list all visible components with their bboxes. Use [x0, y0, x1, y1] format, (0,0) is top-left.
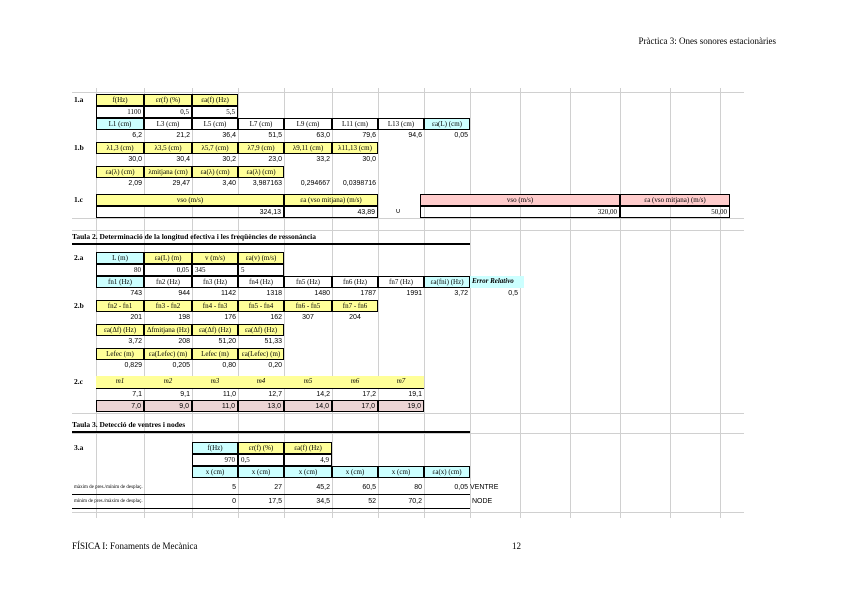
header-cell: εa(λ) (cm)	[192, 166, 238, 178]
row-ventre	[72, 482, 744, 494]
header-cell: m6	[332, 376, 378, 388]
header-cell: fn7 - fn6	[332, 300, 378, 312]
header-cell: fn5 - fn4	[238, 300, 284, 312]
header-cell: εa(λ) (cm)	[96, 166, 144, 178]
section-label: 1.b	[74, 143, 84, 152]
value-cell: 204	[349, 314, 361, 321]
header-cell: L3 (cm)	[144, 118, 192, 130]
union-symbol: ∪	[395, 207, 401, 215]
value-cell: 0,05	[454, 484, 468, 491]
row-m-values	[72, 388, 744, 400]
value-cell: 3,40	[222, 180, 236, 187]
header-cell: v (m/s)	[192, 252, 238, 264]
value-cell: 198	[178, 314, 190, 321]
header-cell: m2	[144, 376, 192, 388]
header-cell: fn6 - fn5	[284, 300, 332, 312]
header-cell: εa(Lefec) (m)	[238, 348, 284, 360]
header-cell: x (cm)	[284, 466, 332, 478]
value-cell: 51,5	[268, 132, 282, 139]
row-m-rounded	[72, 400, 744, 412]
value-cell: 1100	[96, 106, 144, 118]
value-cell: 33,2	[316, 156, 330, 163]
value-cell: 30,2	[222, 156, 236, 163]
value-cell: 9,1	[144, 388, 192, 400]
value-cell: 970	[192, 454, 238, 466]
header-cell: λ5,7 (cm)	[192, 142, 238, 154]
header-cell: fn4 - fn3	[192, 300, 238, 312]
header-cell: fn6 (Hz)	[332, 276, 378, 288]
value-cell: 60,5	[362, 484, 376, 491]
header-cell: fn5 (Hz)	[284, 276, 332, 288]
header-cell: εa(Lefec) (m)	[144, 348, 192, 360]
value-cell: 43,89	[284, 206, 378, 218]
value-cell: 345	[192, 264, 238, 276]
value-cell: 0,05	[144, 264, 192, 276]
row-lambda-error-header	[72, 166, 744, 178]
header-cell: Lefec (m)	[96, 348, 144, 360]
header-cell: εa(L) (cm)	[424, 118, 470, 130]
value-cell: 30,0	[128, 156, 142, 163]
value-cell: 11,0	[192, 400, 238, 412]
row-df-error-header	[72, 324, 744, 336]
value-cell: 30,4	[176, 156, 190, 163]
value-cell: 1787	[360, 290, 376, 297]
header-cell: fn4 (Hz)	[238, 276, 284, 288]
header-cell: εa (vso mitjana) (m/s)	[620, 194, 730, 206]
value-cell: 51,20	[218, 338, 236, 345]
table-2-title: Taula 2. Determinació de la longitud efectiva i les freqüències de ressonància	[72, 232, 317, 241]
value-cell: 176	[224, 314, 236, 321]
value-cell: 80	[96, 264, 144, 276]
header-cell: εa(Δf) (Hz)	[238, 324, 284, 336]
header-cell: x (cm)	[238, 466, 284, 478]
error-relative-label: Error Relativo	[470, 276, 524, 288]
value-cell: 17,2	[332, 388, 378, 400]
value-cell: 19,1	[378, 388, 424, 400]
header-cell: εr(f) (%)	[238, 442, 284, 454]
row-fn-header	[72, 276, 744, 288]
header-cell: x (cm)	[378, 466, 424, 478]
header-cell: L11 (cm)	[332, 118, 378, 130]
row-df-error-values	[72, 336, 744, 348]
header-cell: m5	[284, 376, 332, 388]
header-cell: L13 (cm)	[378, 118, 424, 130]
value-cell: 6,2	[132, 132, 142, 139]
value-cell: 30,0	[362, 156, 376, 163]
value-cell: 5	[238, 264, 284, 276]
header-cell: λ9,11 (cm)	[284, 142, 332, 154]
header-cell: λmitjana (cm)	[144, 166, 192, 178]
value-cell: 29,47	[172, 180, 190, 187]
value-cell: 7,0	[96, 400, 144, 412]
row-2a-values	[72, 264, 744, 276]
row-L-values	[72, 130, 744, 142]
value-cell: 5,5	[192, 106, 238, 118]
section-label: 3.a	[74, 443, 84, 452]
value-cell: 2,09	[128, 180, 142, 187]
header-cell: vso (m/s)	[96, 194, 284, 206]
row-lefec-header	[72, 348, 744, 360]
footer-title: FÍSICA I: Fonaments de Mecànica	[72, 541, 198, 551]
ventre-tag: VENTRE	[470, 484, 499, 491]
title-underline	[72, 243, 470, 245]
header-cell: x (cm)	[332, 466, 378, 478]
row-vso-header	[72, 194, 744, 206]
header-cell: fn3 (Hz)	[192, 276, 238, 288]
row-node	[72, 496, 744, 508]
section-label: 2.b	[74, 301, 84, 310]
value-cell: 0,20	[268, 362, 282, 369]
row-L-header	[72, 118, 744, 130]
header-cell: x (cm)	[192, 466, 238, 478]
value-cell: 0,80	[222, 362, 236, 369]
spreadsheet-table	[72, 88, 744, 518]
value-cell: 13,0	[238, 400, 284, 412]
value-cell: 0,5	[508, 290, 518, 297]
value-cell: 23,0	[268, 156, 282, 163]
header-cell: εa(Δf) (Hz)	[96, 324, 144, 336]
value-cell: 1991	[406, 290, 422, 297]
value-cell: 201	[130, 314, 142, 321]
table-3-title: Taula 3. Detecció de ventres i nodes	[72, 420, 186, 429]
value-cell: 52	[368, 498, 376, 505]
value-cell: 80	[414, 484, 422, 491]
row-label: mínim de pres./màxim de desplaç.	[74, 499, 143, 504]
value-cell: 45,2	[316, 484, 330, 491]
value-cell: 9,0	[144, 400, 192, 412]
header-cell: εa(v) (m/s)	[238, 252, 284, 264]
value-cell: 1142	[220, 290, 236, 297]
header-cell: L9 (cm)	[284, 118, 332, 130]
header-cell: fn7 (Hz)	[378, 276, 424, 288]
value-cell: 0,829	[124, 362, 142, 369]
row-1a-header	[72, 94, 744, 106]
header-cell: vso (m/s)	[420, 194, 620, 206]
header-cell: λ11,13 (cm)	[332, 142, 378, 154]
value-cell: 5	[232, 484, 236, 491]
page-number: 12	[512, 541, 521, 551]
header-cell: Δfmitjana (Hz)	[144, 324, 192, 336]
value-cell: 17,5	[268, 498, 282, 505]
value-cell: 1480	[314, 290, 330, 297]
row-3a-header	[72, 442, 744, 454]
value-cell: 94,6	[408, 132, 422, 139]
row-lambda-values	[72, 154, 744, 166]
header-cell: εa(x) (cm)	[424, 466, 470, 478]
node-tag: NODE	[472, 498, 493, 505]
value-cell: 12,7	[238, 388, 284, 400]
section-label: 2.a	[74, 253, 84, 262]
header-cell: λ1,3 (cm)	[96, 142, 144, 154]
value-cell: 3,72	[128, 338, 142, 345]
value-cell: 944	[178, 290, 190, 297]
value-cell: 0,05	[454, 132, 468, 139]
value-cell: 7,1	[96, 388, 144, 400]
row-fn-values	[72, 288, 744, 300]
header-cell: fn2 (Hz)	[144, 276, 192, 288]
title-underline	[72, 431, 470, 433]
value-cell: 320,00	[420, 206, 620, 218]
header-cell: L5 (cm)	[192, 118, 238, 130]
value-cell: 0	[232, 498, 236, 505]
row-df-header	[72, 300, 744, 312]
value-cell: 34,5	[316, 498, 330, 505]
row-divider	[72, 494, 470, 495]
section-label: 1.c	[74, 195, 83, 204]
header-cell: λ3,5 (cm)	[144, 142, 192, 154]
row-lambda-error-values	[72, 178, 744, 190]
value-cell: 0,0398716	[342, 180, 376, 187]
header-cell: εa(L) (m)	[144, 252, 192, 264]
value-cell: 0,5	[238, 454, 284, 466]
row-m-header	[72, 376, 744, 388]
value-cell: 162	[270, 314, 282, 321]
row-3a-values	[72, 454, 744, 466]
row-x-header	[72, 466, 744, 478]
value-cell: 1318	[266, 290, 282, 297]
value-cell: 63,0	[316, 132, 330, 139]
value-cell: 3,987163	[252, 180, 282, 187]
value-cell: 36,4	[222, 132, 236, 139]
header-cell: L (m)	[96, 252, 144, 264]
header-cell: fn1 (Hz)	[96, 276, 144, 288]
value-cell: 307	[302, 314, 314, 321]
value-cell: 19,0	[378, 400, 424, 412]
header-cell: εr(f) (%)	[144, 94, 192, 106]
value-cell: 14,2	[284, 388, 332, 400]
value-cell: 11,0	[192, 388, 238, 400]
header-cell: m1	[96, 376, 144, 388]
value-cell: 0,205	[172, 362, 190, 369]
header-cell: m7	[378, 376, 424, 388]
value-cell: 21,2	[176, 132, 190, 139]
section-label: 2.c	[74, 377, 83, 386]
row-1a-values	[72, 106, 744, 118]
header-cell: L1 (cm)	[96, 118, 144, 130]
row-label: màxim de pres./mínim de desplaç.	[74, 485, 143, 490]
value-cell: 14,0	[284, 400, 332, 412]
page-header: Pràctica 3: Ones sonores estacionàries	[638, 36, 776, 46]
row-2a-header	[72, 252, 744, 264]
header-cell: εa(f) (Hz)	[284, 442, 332, 454]
row-vso-values	[72, 206, 744, 218]
value-cell: 17,0	[332, 400, 378, 412]
header-cell: εa(f) (Hz)	[192, 94, 238, 106]
row-lambda-header	[72, 142, 744, 154]
value-cell: 27	[274, 484, 282, 491]
row-lefec-values	[72, 360, 744, 372]
value-cell: 324,13	[96, 206, 284, 218]
value-cell: 3,72	[454, 290, 468, 297]
header-cell: f(Hz)	[96, 94, 144, 106]
value-cell: 50,00	[620, 206, 730, 218]
header-cell: εa(Δf) (Hz)	[192, 324, 238, 336]
row-df-values	[72, 312, 744, 324]
header-cell: εa (vso mitjana) (m/s)	[284, 194, 378, 206]
value-cell: 51,33	[264, 338, 282, 345]
value-cell: 208	[178, 338, 190, 345]
header-cell: fn2 - fn1	[96, 300, 144, 312]
header-cell: f(Hz)	[192, 442, 238, 454]
header-cell: m4	[238, 376, 284, 388]
section-label: 1.a	[74, 95, 84, 104]
row-divider	[72, 508, 470, 509]
header-cell: λ7,9 (cm)	[238, 142, 284, 154]
header-cell: εa(λ) (cm)	[238, 166, 284, 178]
header-cell: m3	[192, 376, 238, 388]
value-cell: 70,2	[408, 498, 422, 505]
value-cell: 4,9	[284, 454, 332, 466]
header-cell: fn3 - fn2	[144, 300, 192, 312]
value-cell: 79,6	[362, 132, 376, 139]
header-cell: Lefec (m)	[192, 348, 238, 360]
header-cell: εa(fni) (Hz)	[424, 276, 470, 288]
value-cell: 0,5	[144, 106, 192, 118]
value-cell: 743	[130, 290, 142, 297]
value-cell: 0,294667	[300, 180, 330, 187]
header-cell: L7 (cm)	[238, 118, 284, 130]
